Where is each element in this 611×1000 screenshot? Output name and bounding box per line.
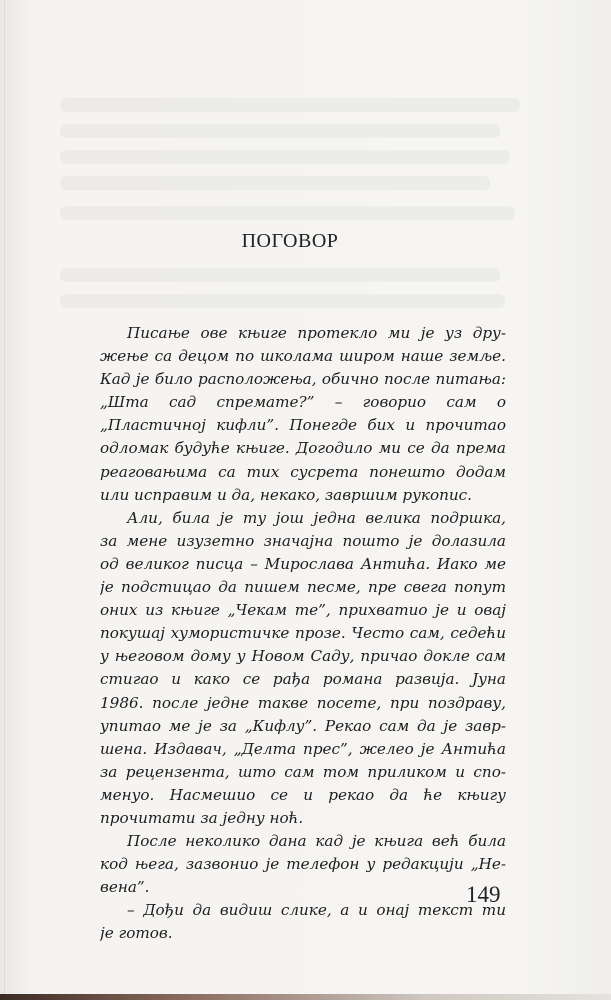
text-line: реаговањима са тих сусрета понешто додам [100,462,506,481]
text-line: менуо. Насмешио се и рекао да ће књигу [100,785,506,804]
text-line: жење са децом по школама широм наше земље. [100,347,506,366]
scan-edge [0,994,611,1000]
page-edge-shadow [4,0,5,1000]
chapter-title: ПОГОВОР [241,230,339,252]
text-line: стигао и како се рађа романа развија. Јуна [100,670,506,689]
text-line: „Шта сад спремате?” – говорио сам о [100,393,506,412]
text-line: одломак будуће књиге. Догодило ми се да према [100,439,506,458]
text-line: код њега, зазвонио је телефон у редакцији „Не- [100,855,506,874]
bleed-through-text [60,176,490,190]
afterword-body [100,322,506,946]
text-line: 1986. после једне такве посете, при поздраву, [100,693,506,712]
text-line: је готов. [100,924,173,943]
text-line: оних из књиге „Чекам те”, прихватио је и овај [100,601,506,620]
text-line: за рецензента, што сам том приликом и спо- [100,762,506,781]
text-line: или исправим и да, некако, завршим рукопис. [100,485,473,504]
bleed-through-text [60,124,500,138]
bleed-through-text [60,268,500,282]
text-line: шена. Издавач, „Делта прес”, желео је Антића [100,739,506,758]
text-line: за мене изузетно значајна пошто је долазила [100,531,506,550]
text-line: Али, била је ту још једна велика подршка, [127,508,506,527]
bleed-through-text [60,150,510,164]
text-line: покушај хумористичке прозе. Често сам, седећи [100,624,506,643]
text-line: „Пластичној кифли”. Понегде бих и прочитао [100,416,506,435]
text-line: Кад је било расположења, обично после питања: [100,370,506,389]
bleed-through-text [60,98,520,112]
text-line: Писање ове књиге протекло ми је уз дру- [127,324,506,342]
text-line: у његовом дому у Новом Саду, причао докле сам [100,647,506,666]
text-line: вена”. [100,878,150,897]
text-line: је подстицао да пишем песме, пре свега попут [100,578,506,597]
bleed-through-text [60,294,505,308]
text-line: После неколико дана кад је књига већ била [127,832,506,851]
text-line: прочитати за једну ноћ. [100,808,304,827]
bleed-through-text [60,206,515,220]
page-number: 149 [466,882,501,907]
text-line: од великог писца – Мирослава Антића. Иако ме [100,554,506,573]
text-line: упитао ме је за „Кифлу”. Рекао сам да је завр- [100,716,506,735]
text-line: – Дођи да видиш слике, а и онај текст ти [127,901,506,920]
